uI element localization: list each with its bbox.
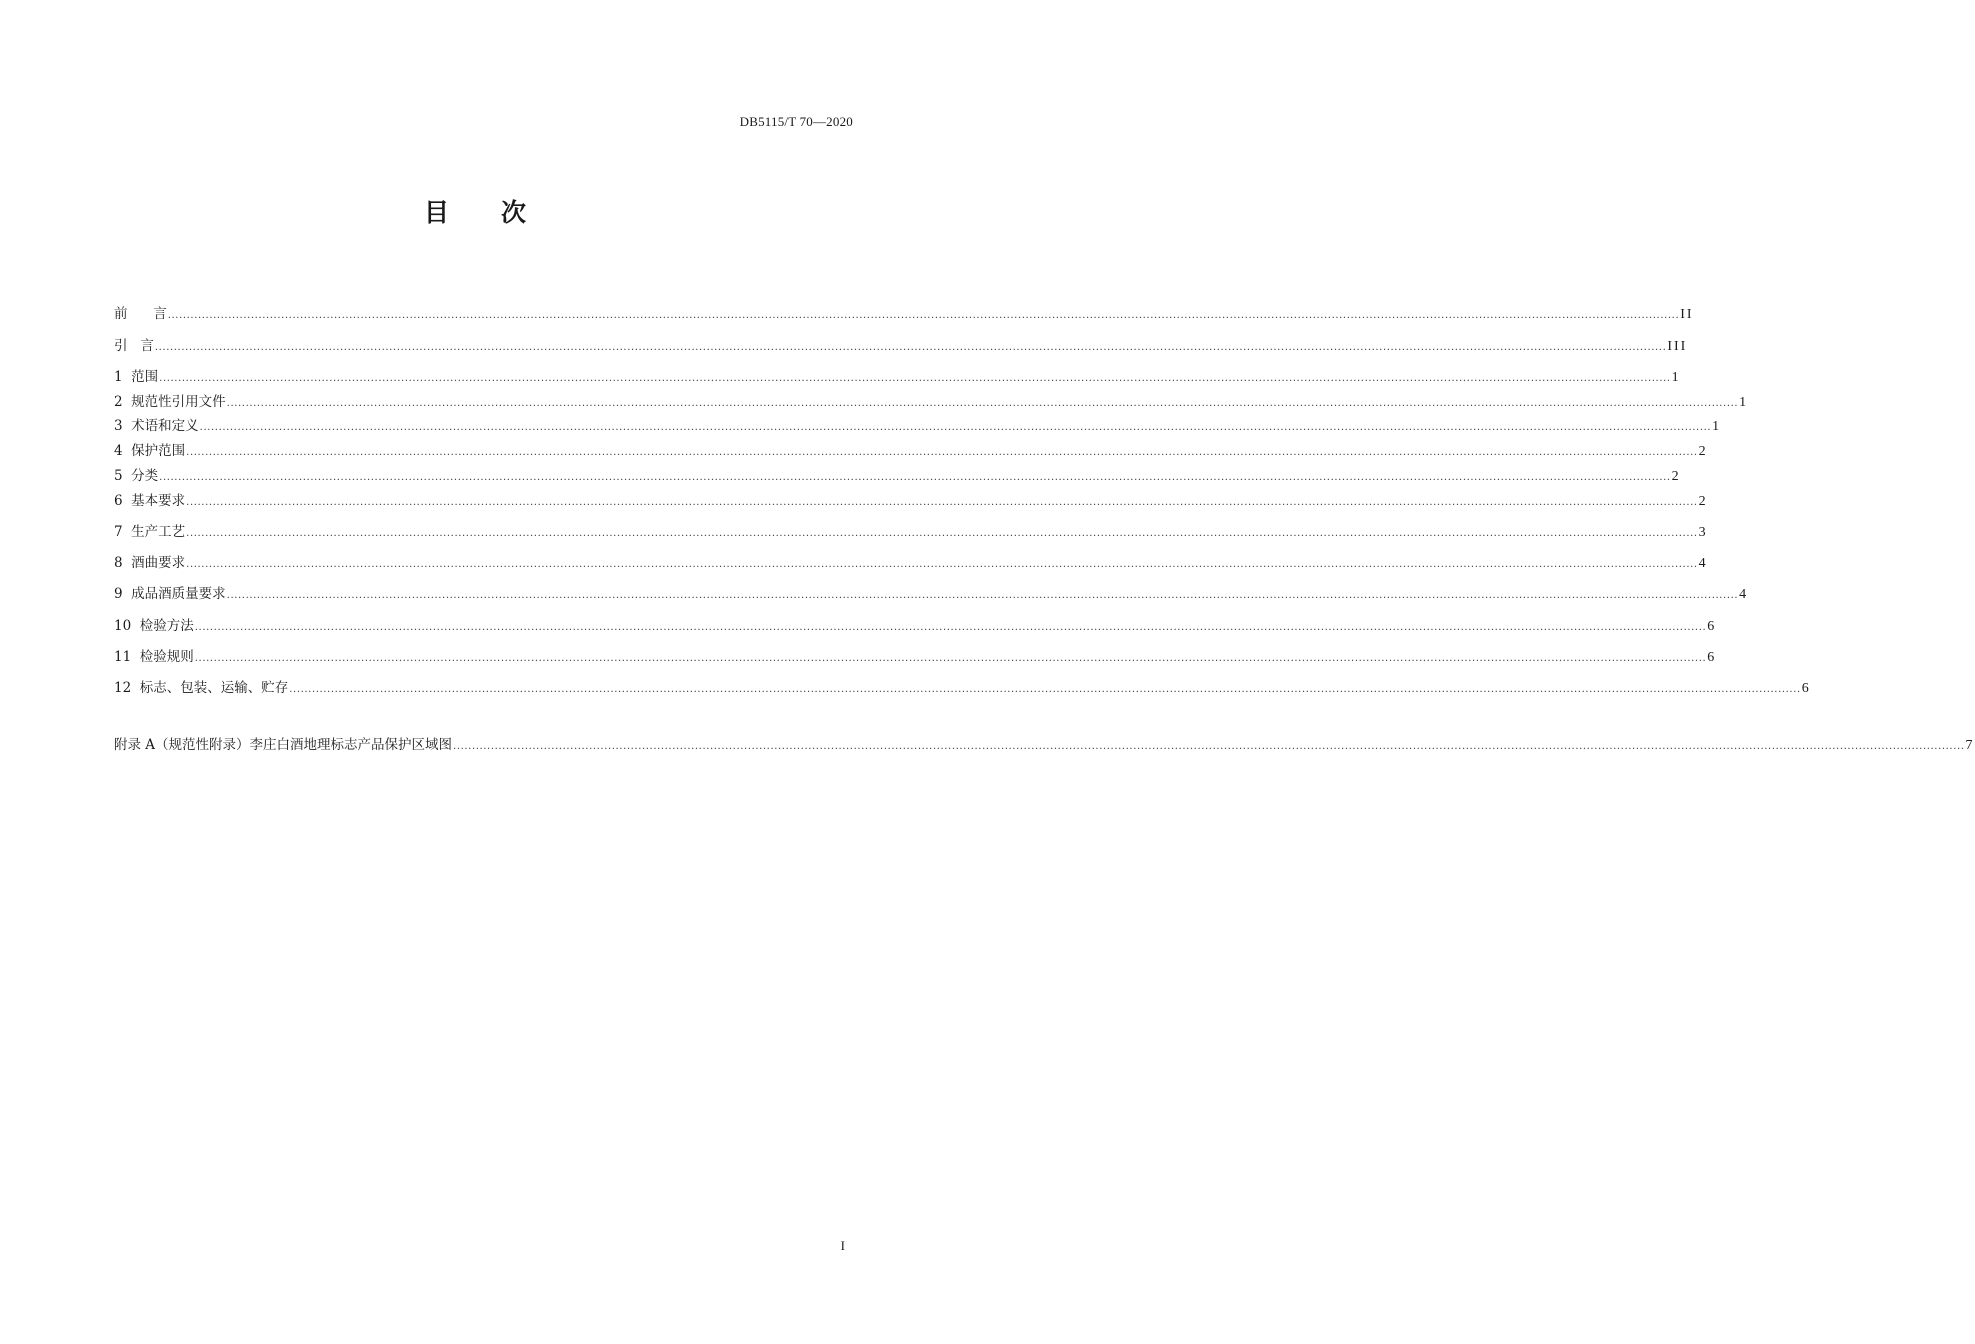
toc-entry-label: 7 生产工艺 (114, 524, 186, 540)
toc-entry-11[interactable] (114, 647, 1717, 667)
toc-entry-label: 2 规范性引用文件 (114, 394, 226, 410)
toc-entry-foreword[interactable] (114, 304, 1694, 324)
toc-leader-dots: ................................................................................................................................................................................................................................................................................................................................................................................................................ (159, 373, 1671, 384)
toc-entry-label: 8 酒曲要求 (114, 555, 186, 571)
toc-entry-page: 4 (1698, 556, 1708, 571)
toc-entry-label: 5 分类 (114, 468, 159, 484)
toc-entry-appendix-a[interactable] (114, 735, 1975, 755)
toc-entry-2[interactable] (114, 392, 1749, 412)
toc-leader-dots: ................................................................................................................................................................................................................................................................................................................................................................................................................ (194, 622, 1707, 633)
toc-leader-dots: ................................................................................................................................................................................................................................................................................................................................................................................................................ (186, 447, 1698, 458)
toc-entry-8[interactable] (114, 553, 1708, 573)
toc-leader-dots: ................................................................................................................................................................................................................................................................................................................................................................................................................ (226, 398, 1739, 409)
toc-leader-dots: ................................................................................................................................................................................................................................................................................................................................................................................................................ (199, 422, 1712, 433)
toc-entry-page: 4 (1739, 587, 1749, 602)
toc-entry-label: 1 范围 (114, 369, 159, 385)
toc-leader-dots: ................................................................................................................................................................................................................................................................................................................................................................................................................ (186, 528, 1698, 539)
toc-entry-10[interactable] (114, 616, 1717, 636)
toc-entry-4[interactable] (114, 441, 1708, 461)
toc-entry-label: 11 检验规则 (114, 649, 194, 665)
toc-entry-label: 6 基本要求 (114, 493, 186, 509)
toc-entry-page: 1 (1671, 370, 1681, 385)
toc-entry-page: 3 (1698, 525, 1708, 540)
toc-entry-label: 前 言 (114, 306, 167, 322)
toc-entry-page: 6 (1707, 650, 1717, 665)
document-code: DB5115/T 70—2020 (739, 114, 853, 129)
toc-leader-dots: ................................................................................................................................................................................................................................................................................................................................................................................................................ (194, 653, 1707, 664)
toc-entry-label: 12 标志、包装、运输、贮存 (114, 680, 289, 696)
toc-entry-page: 6 (1707, 619, 1717, 634)
toc-entry-label: 引 言 (114, 338, 154, 354)
toc-entry-page: 2 (1698, 444, 1708, 459)
toc-entry-page: 7 (1965, 738, 1975, 753)
toc-leader-dots: ................................................................................................................................................................................................................................................................................................................................................................................................................ (186, 559, 1698, 570)
toc-leader-dots: ................................................................................................................................................................................................................................................................................................................................................................................................................ (159, 472, 1671, 483)
page-number: I (840, 1238, 845, 1253)
toc-entry-12[interactable] (114, 678, 1811, 698)
toc-entry-page: 6 (1801, 681, 1811, 696)
toc-entry-5[interactable] (114, 466, 1681, 486)
toc-entry-page: 1 (1739, 395, 1749, 410)
toc-leader-dots: ................................................................................................................................................................................................................................................................................................................................................................................................................ (167, 310, 1680, 321)
toc-leader-dots: ................................................................................................................................................................................................................................................................................................................................................................................................................ (453, 741, 1965, 752)
toc-entry-page: II (1680, 307, 1694, 322)
title-char-1: 目 (423, 198, 449, 227)
toc-entry-introduction[interactable] (114, 336, 1688, 356)
toc-entry-label: 4 保护范围 (114, 443, 186, 459)
toc-leader-dots: ................................................................................................................................................................................................................................................................................................................................................................................................................ (289, 684, 1801, 695)
toc-leader-dots: ................................................................................................................................................................................................................................................................................................................................................................................................................ (186, 497, 1698, 508)
toc-entry-7[interactable] (114, 522, 1708, 542)
toc-entry-label: 3 术语和定义 (114, 418, 199, 434)
toc-entry-page: 2 (1698, 494, 1708, 509)
toc-leader-dots: ................................................................................................................................................................................................................................................................................................................................................................................................................ (226, 590, 1739, 601)
title-char-2: 次 (501, 198, 527, 227)
toc-entry-3[interactable] (114, 416, 1722, 436)
toc-entry-label: 10 检验方法 (114, 618, 194, 634)
toc-entry-label: 附录 A（规范性附录）李庄白酒地理标志产品保护区域图 (114, 737, 453, 753)
toc-entry-6[interactable] (114, 491, 1708, 511)
toc-entry-page: 2 (1671, 469, 1681, 484)
toc-entry-label: 9 成品酒质量要求 (114, 586, 226, 602)
page-title (0, 193, 950, 229)
toc-entry-9[interactable] (114, 584, 1749, 604)
toc-entry-page: 1 (1712, 419, 1722, 434)
toc-leader-dots: ................................................................................................................................................................................................................................................................................................................................................................................................................ (154, 342, 1667, 353)
toc-entry-page: III (1667, 339, 1688, 354)
toc-entry-1[interactable] (114, 367, 1681, 387)
